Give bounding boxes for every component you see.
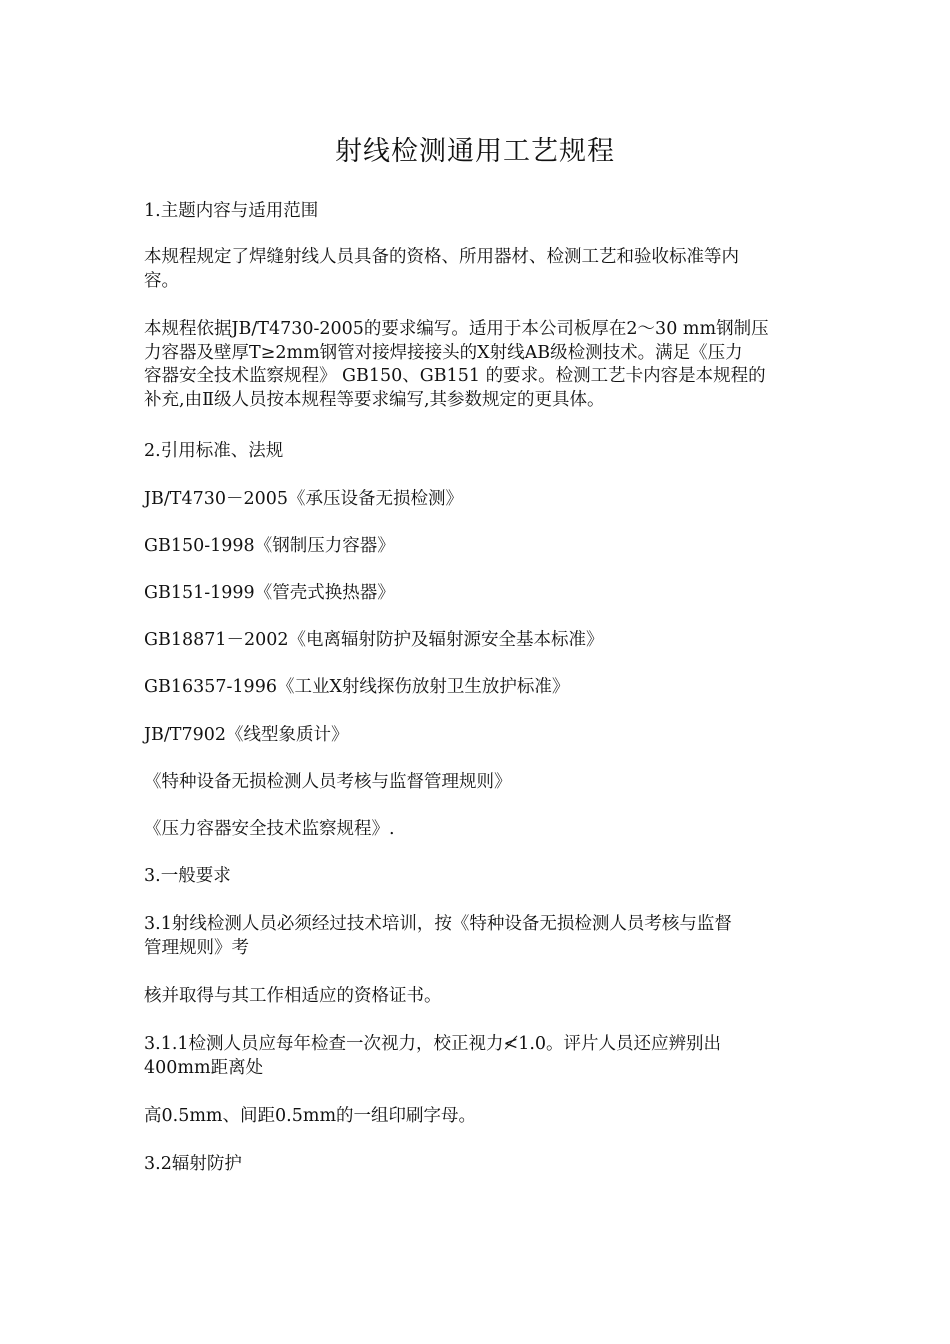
paragraph-3-1-cont: 核并取得与其工作相适应的资格证书。 [144,986,442,1006]
reference-item: GB16357-1996《工业X射线探伤放射卫生放护标准》 [144,677,570,697]
paragraph-3-1: 3.1射线检测人员必须经过技术培训，按《特种设备无损检测人员考核与监督 管理规则》考 [144,914,732,958]
section-heading-3: 3.一般要求 [144,866,231,886]
paragraph-3-1-1-cont: 高0.5mm、间距0.5mm的一组印刷字母。 [144,1106,477,1126]
document-title: 射线检测通用工艺规程 [335,136,615,167]
reference-item: 《特种设备无损检测人员考核与监督管理规则》 [144,772,512,792]
reference-item: JB/T4730－2005《承压设备无损检测》 [144,489,464,509]
paragraph-basis: 本规程依据JB/T4730-2005的要求编写。适用于本公司板厚在2～30 mm钢制压 力容器及壁厚T≥2mm钢管对接焊接接头的X射线AB级检测技术。满足《压力 容器安全技术监察规程》 GB150、GB151 的要求。检测工艺卡内容是本规程的 补充,由Ⅱ级人员按本规程等要求编写,其参数规定的更具体。 [144,319,769,410]
section-heading-1: 1.主题内容与适用范围 [144,201,319,221]
reference-item: 《压力容器安全技术监察规程》. [144,819,395,839]
section-heading-2: 2.引用标准、法规 [144,441,284,461]
paragraph-scope: 本规程规定了焊缝射线人员具备的资格、所用器材、检测工艺和验收标准等内 容。 [144,247,739,291]
reference-item: GB18871－2002《电离辐射防护及辐射源安全基本标准》 [144,630,604,650]
reference-item: JB/T7902《线型象质计》 [144,725,349,745]
paragraph-3-1-1: 3.1.1检测人员应每年检查一次视力，校正视力≮1.0。评片人员还应辨别出 400mm距离处 [144,1034,722,1078]
section-heading-3-2: 3.2辐射防护 [144,1154,242,1174]
reference-item: GB151-1999《管壳式换热器》 [144,583,395,603]
reference-item: GB150-1998《钢制压力容器》 [144,536,395,556]
